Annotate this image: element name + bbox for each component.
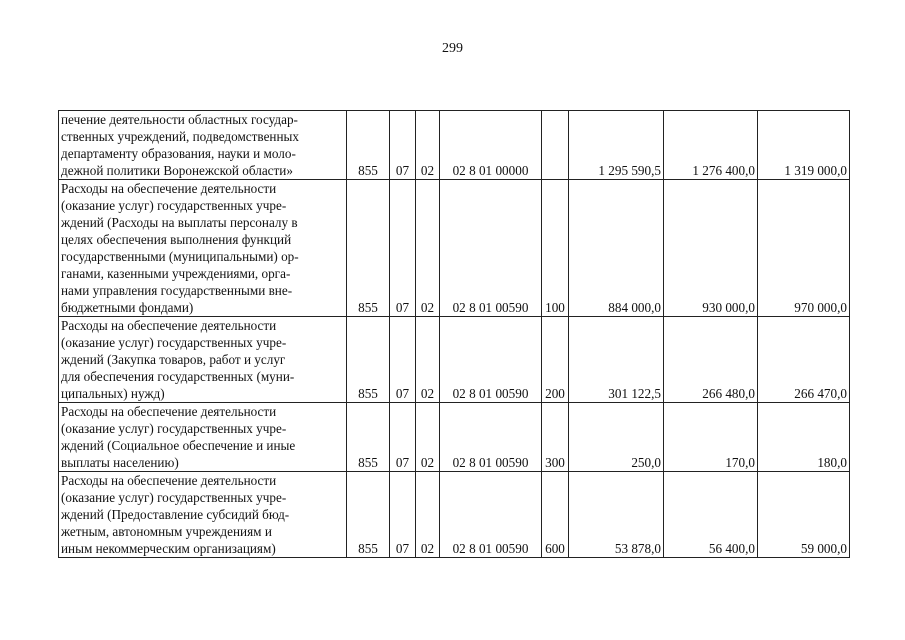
budget-table bbox=[58, 110, 850, 558]
section-code: 07 bbox=[390, 472, 416, 558]
expense-type-code: 100 bbox=[542, 180, 569, 317]
amount-year-2: 170,0 bbox=[664, 403, 758, 472]
description-line: департаменту образования, науки и моло- bbox=[61, 146, 296, 161]
subsection-code: 02 bbox=[416, 111, 440, 180]
description-line: целях обеспечения выполнения функций bbox=[61, 232, 292, 247]
subsection-code: 02 bbox=[416, 180, 440, 317]
table-row bbox=[59, 472, 850, 558]
page-number: 299 bbox=[442, 41, 463, 56]
description-line: ципальных) нужд) bbox=[61, 386, 165, 401]
description-line: Расходы на обеспечение деятельности bbox=[61, 473, 277, 488]
description-line: (оказание услуг) государственных учре- bbox=[61, 490, 287, 505]
description-line: ганами, казенными учреждениями, орга- bbox=[61, 266, 291, 281]
description-line: для обеспечения государственных (муни- bbox=[61, 369, 295, 384]
section-code: 07 bbox=[390, 317, 416, 403]
grbs-code: 855 bbox=[347, 111, 390, 180]
target-article-code: 02 8 01 00590 bbox=[440, 180, 542, 317]
description-line: ждений (Социальное обеспечение и иные bbox=[61, 438, 296, 453]
amount-year-3: 59 000,0 bbox=[758, 472, 850, 558]
amount-year-1: 1 295 590,5 bbox=[569, 111, 664, 180]
subsection-code: 02 bbox=[416, 472, 440, 558]
description-line: Расходы на обеспечение деятельности bbox=[61, 404, 277, 419]
table-row bbox=[59, 403, 850, 472]
amount-year-2: 1 276 400,0 bbox=[664, 111, 758, 180]
amount-year-2: 930 000,0 bbox=[664, 180, 758, 317]
section-code: 07 bbox=[390, 180, 416, 317]
amount-year-3: 1 319 000,0 bbox=[758, 111, 850, 180]
description-line: нами управления государственными вне- bbox=[61, 283, 293, 298]
grbs-code: 855 bbox=[347, 180, 390, 317]
description-line: Расходы на обеспечение деятельности bbox=[61, 181, 277, 196]
row-description bbox=[59, 472, 347, 558]
row-description bbox=[59, 180, 347, 317]
amount-year-1: 301 122,5 bbox=[569, 317, 664, 403]
row-description bbox=[59, 111, 347, 180]
description-line: жетным, автономным учреждениям и bbox=[61, 524, 272, 539]
amount-year-1: 250,0 bbox=[569, 403, 664, 472]
grbs-code: 855 bbox=[347, 472, 390, 558]
table-row bbox=[59, 111, 850, 180]
table-row bbox=[59, 180, 850, 317]
expense-type-code: 200 bbox=[542, 317, 569, 403]
description-line: бюджетными фондами) bbox=[61, 300, 194, 315]
description-line: государственными (муниципальными) ор- bbox=[61, 249, 299, 264]
amount-year-2: 56 400,0 bbox=[664, 472, 758, 558]
target-article-code: 02 8 01 00000 bbox=[440, 111, 542, 180]
description-line: выплаты населению) bbox=[61, 455, 179, 470]
target-article-code: 02 8 01 00590 bbox=[440, 317, 542, 403]
amount-year-1: 53 878,0 bbox=[569, 472, 664, 558]
table-row bbox=[59, 317, 850, 403]
expense-type-code: 300 bbox=[542, 403, 569, 472]
subsection-code: 02 bbox=[416, 403, 440, 472]
expense-type-code bbox=[542, 111, 569, 180]
description-line: ждений (Расходы на выплаты персоналу в bbox=[61, 215, 298, 230]
description-line: дежной политики Воронежской области» bbox=[61, 163, 293, 178]
amount-year-3: 266 470,0 bbox=[758, 317, 850, 403]
amount-year-3: 180,0 bbox=[758, 403, 850, 472]
grbs-code: 855 bbox=[347, 403, 390, 472]
description-line: иным некоммерческим организациям) bbox=[61, 541, 276, 556]
amount-year-1: 884 000,0 bbox=[569, 180, 664, 317]
description-line: ждений (Закупка товаров, работ и услуг bbox=[61, 352, 286, 367]
expense-type-code: 600 bbox=[542, 472, 569, 558]
amount-year-3: 970 000,0 bbox=[758, 180, 850, 317]
description-line: ственных учреждений, подведомственных bbox=[61, 129, 299, 144]
description-line: ждений (Предоставление субсидий бюд- bbox=[61, 507, 290, 522]
subsection-code: 02 bbox=[416, 317, 440, 403]
amount-year-2: 266 480,0 bbox=[664, 317, 758, 403]
description-line: (оказание услуг) государственных учре- bbox=[61, 421, 287, 436]
section-code: 07 bbox=[390, 111, 416, 180]
description-line: Расходы на обеспечение деятельности bbox=[61, 318, 277, 333]
description-line: печение деятельности областных государ- bbox=[61, 112, 298, 127]
row-description bbox=[59, 403, 347, 472]
description-line: (оказание услуг) государственных учре- bbox=[61, 198, 287, 213]
row-description bbox=[59, 317, 347, 403]
section-code: 07 bbox=[390, 403, 416, 472]
grbs-code: 855 bbox=[347, 317, 390, 403]
target-article-code: 02 8 01 00590 bbox=[440, 472, 542, 558]
target-article-code: 02 8 01 00590 bbox=[440, 403, 542, 472]
description-line: (оказание услуг) государственных учре- bbox=[61, 335, 287, 350]
